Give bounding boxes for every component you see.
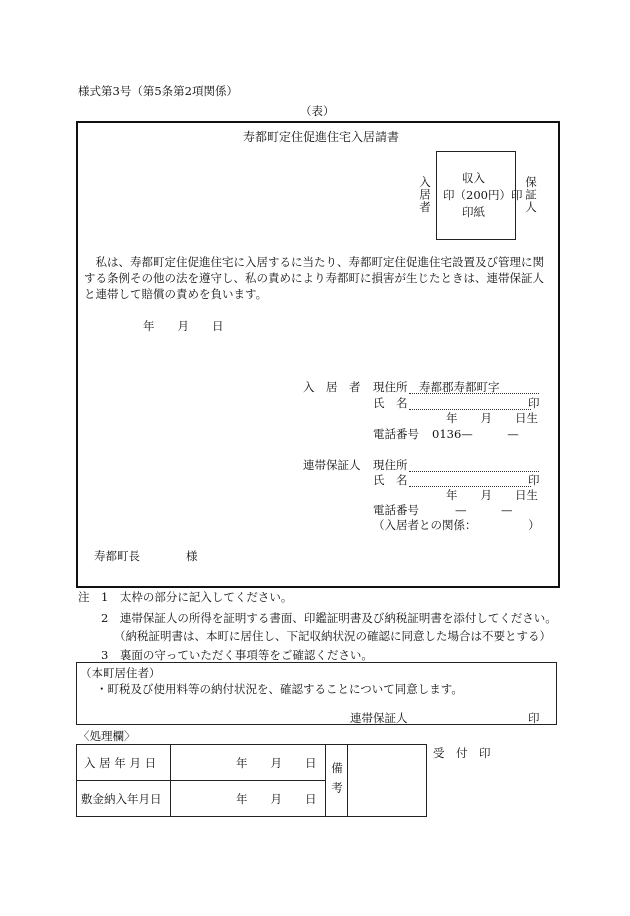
guarantor-name-label: 氏 名: [373, 473, 408, 487]
consent-header: （本町居住者）: [80, 666, 161, 680]
guarantor-address-line[interactable]: [409, 471, 539, 472]
receipt-stamp-label: 受 付 印: [433, 746, 491, 760]
guarantor-seal: 印: [528, 473, 540, 487]
stamp-guarantor-label: 保証人: [524, 176, 538, 214]
stamp-tenant-label: 入居者: [418, 176, 432, 214]
consent-text: ・町税及び使用料等の納付状況を、確認することについて同意します。: [96, 682, 463, 696]
pledge-paragraph: 私は、寿都町定住促進住宅に入居するに当たり、寿都町定住促進住宅設置及び管理に関する条例その他の法を遵守し、私の責めにより寿都町に損害が生じたときは、連帯保証人と連帯して賠償の責めを負います。: [84, 255, 544, 301]
row-divider: [76, 780, 325, 781]
remarks-label: 備考: [330, 762, 344, 801]
form-title: 寿都町定住促進住宅入居請書: [243, 130, 400, 144]
consent-seal: 印: [528, 711, 540, 725]
move-in-date-value[interactable]: 年 月 日: [236, 756, 317, 770]
form-number: 様式第3号（第5条第2項関係）: [78, 84, 238, 98]
tenant-role-label: 入 居 者: [303, 380, 361, 394]
consent-signer: 連帯保証人: [350, 711, 408, 725]
stamp-line-1: 収入: [462, 171, 485, 185]
deposit-date-label: 敷金納入年月日: [81, 792, 162, 806]
deposit-date-value[interactable]: 年 月 日: [236, 792, 317, 806]
guarantor-birthdate: 年 月 日生: [446, 488, 538, 502]
tenant-name-label: 氏 名: [373, 396, 408, 410]
remarks-col-divider-right: [347, 744, 348, 816]
page-side-label: （表）: [300, 104, 335, 118]
tenant-phone-value[interactable]: 0136— —: [432, 427, 519, 441]
guarantor-address-label: 現住所: [373, 458, 408, 472]
tenant-birthdate: 年 月 日生: [446, 411, 538, 425]
tenant-address-value[interactable]: 寿都郡寿都町字: [419, 380, 500, 394]
tenant-seal: 印: [528, 396, 540, 410]
stamp-line-2: 印（200円）印: [443, 188, 523, 202]
processing-caption: 〈処理欄〉: [78, 729, 136, 743]
pledge-date: 年 月 日: [143, 319, 224, 333]
guarantor-relation[interactable]: （入居者との関係： ）: [373, 518, 540, 532]
guarantor-phone-label: 電話番号: [373, 503, 419, 517]
label-col-divider: [170, 744, 171, 816]
guarantor-phone-value[interactable]: — —: [455, 503, 513, 517]
guarantor-role-label: 連帯保証人: [303, 458, 361, 472]
note-2: 2 連帯保証人の所得を証明する書面、印鑑証明書及び納税証明書を添付してください。: [101, 611, 557, 625]
tenant-address-label: 現住所: [373, 380, 408, 394]
notes-label: 注: [78, 590, 90, 604]
tenant-phone-label: 電話番号: [373, 427, 419, 441]
move-in-date-label: 入 居 年 月 日: [84, 756, 157, 770]
stamp-line-3: 印紙: [462, 205, 485, 219]
note-2-sub: （納税証明書は、本町に居住し、下記収納状況の確認に同意した場合は不要とする）: [114, 629, 551, 643]
remarks-col-divider-left: [325, 744, 326, 816]
note-1: 1 太枠の部分に記入してください。: [101, 590, 293, 604]
addressee: 寿都町長 様: [94, 549, 198, 563]
note-3: 3 裏面の守っていただく事項等をご確認ください。: [101, 648, 373, 662]
tenant-address-line: [409, 393, 539, 394]
